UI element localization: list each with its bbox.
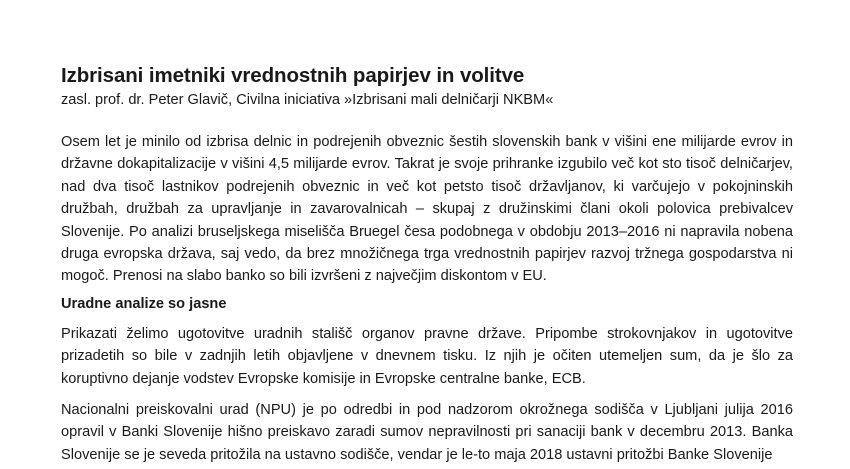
document-byline: zasl. prof. dr. Peter Glavič, Civilna iniciativa »Izbrisani mali delničarji NKBM« [61,92,554,108]
section-heading: Uradne analize so jasne [61,295,227,312]
paragraph-npu: Nacionalni preiskovalni urad (NPU) je po odredbi in pod nadzorom okrožnega sodišča v Ljubljani julija 2016 opravil v Banki Slovenije hišno preiskavo zaradi sumov nepravilnosti pri sanaciji bank v decembru 2013. Banka Slovenije se je seveda pritožila na ustavno sodišče, vendar je le-to maja 2018 ustavni pritožbi Banke Slovenije [61,402,793,463]
paragraph-intro: Osem let je minilo od izbrisa delnic in podrejenih obveznic šestih slovenskih bank v višini ene milijarde evrov in državne dokapitalizacije v višini 4,5 milijarde evrov. Takrat je svoje prihranke izgubilo več kot sto tisoč delničarjev, nad dva tisoč lastnikov podrejenih obveznic in več kot petsto tisoč državljanov, ki varčujejo v pokojninskih družbah, družbah za upravljanje in zavarovalnicah – skupaj z družinskimi člani okoli polovica prebivalcev Slovenije. Po analizi bruseljskega miselišča Bruegel česa podobnega v obdobju 2013–2016 ni napravila nobena druga evropska država, saj vedo, da brez množičnega trga vrednostnih papirjev razvoj tržnega gospodarstva ni mogoč. Prenosi na slabo banko so bili izvršeni z največjim diskontom v EU. [61,134,793,285]
document-page [61,63,793,466]
paragraph-findings: Prikazati želimo ugotovitve uradnih stališč organov pravne države. Pripombe strokovnjakov in ugotovitve prizadetih so bile v zadnjih letih objavljene v dnevnem tisku. Iz njih je očiten utemeljen sum, da je šlo za koruptivno dejanje vodstev Evropske komisije in Evropske centralne banke, ECB. [61,325,793,387]
document-title: Izbrisani imetniki vrednostnih papirjev in volitve [61,64,525,87]
